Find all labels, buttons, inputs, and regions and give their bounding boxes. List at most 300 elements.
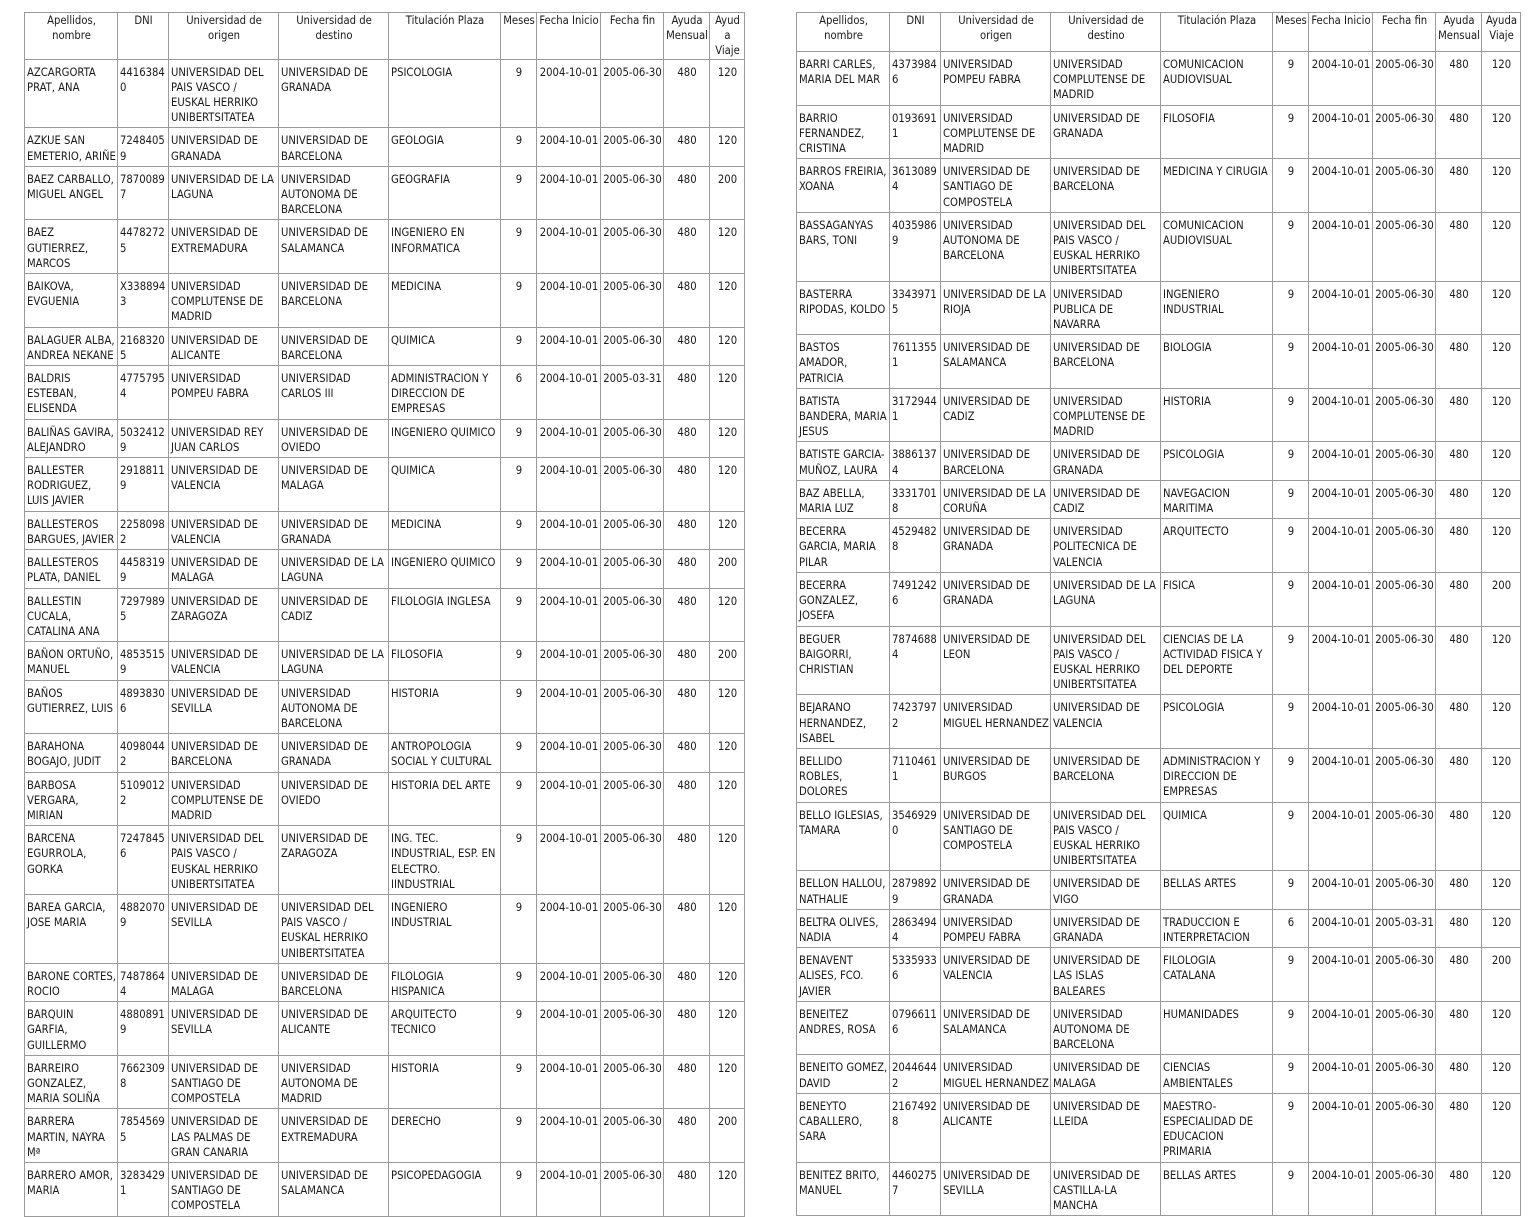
cell-degree: COMUNICACION AUDIOVISUAL: [1161, 212, 1273, 281]
cell-name: BARRIO FERNANDEZ, CRISTINA: [797, 105, 890, 159]
cell-dni: 72478456: [118, 826, 169, 895]
cell-end-date: 2005-06-30: [601, 511, 664, 549]
cell-degree: ADMINISTRACION Y DIRECCION DE EMPRESAS: [1161, 748, 1273, 802]
cell-degree: PSICOLOGIA: [389, 59, 501, 128]
cell-end-date: 2005-06-30: [601, 419, 664, 457]
table-row: [797, 519, 1521, 573]
header-origin-university: Universidad de origen: [169, 13, 279, 60]
cell-start-date: 2004-10-01: [1309, 1093, 1373, 1162]
table-row: [797, 1055, 1521, 1093]
cell-origin-university: UNIVERSIDAD DE SANTIAGO DE COMPOSTELA: [941, 802, 1051, 871]
cell-destination-university: UNIVERSIDAD DE VALENCIA: [1051, 695, 1161, 749]
cell-months: 9: [501, 588, 537, 642]
cell-end-date: 2005-06-30: [601, 772, 664, 826]
cell-monthly-aid: 480: [1436, 871, 1482, 909]
table-row: [797, 388, 1521, 442]
cell-name: BAREA GARCIA, JOSE MARIA: [25, 894, 118, 963]
header-travel-aid: Ayuda Viaje: [710, 13, 745, 60]
cell-monthly-aid: 480: [664, 642, 710, 680]
cell-travel-aid: 120: [1482, 871, 1521, 909]
cell-name: BARQUIN GARFIA, GUILLERMO: [25, 1002, 118, 1056]
table-row: [25, 642, 745, 680]
cell-travel-aid: 120: [1482, 519, 1521, 573]
cell-name: BENEITEZ ANDRES, ROSA: [797, 1001, 890, 1055]
cell-start-date: 2004-10-01: [1309, 281, 1373, 335]
cell-months: 9: [1273, 519, 1309, 573]
cell-travel-aid: 120: [1482, 1055, 1521, 1093]
cell-start-date: 2004-10-01: [537, 588, 601, 642]
cell-destination-university: UNIVERSIDAD DE MALAGA: [279, 458, 389, 512]
table-row: [797, 626, 1521, 695]
cell-travel-aid: 120: [1482, 335, 1521, 389]
cell-name: BECERRA GARCIA, MARIA PILAR: [797, 519, 890, 573]
table-row: [25, 511, 745, 549]
cell-start-date: 2004-10-01: [1309, 572, 1373, 626]
cell-start-date: 2004-10-01: [1309, 948, 1373, 1002]
cell-monthly-aid: 480: [1436, 52, 1482, 106]
cell-end-date: 2005-06-30: [601, 642, 664, 680]
cell-name: BALLESTEROS PLATA, DANIEL: [25, 550, 118, 588]
cell-destination-university: UNIVERSIDAD DE BARCELONA: [279, 128, 389, 166]
header-name: Apellidos, nombre: [25, 13, 118, 60]
cell-degree: GEOLOGIA: [389, 128, 501, 166]
cell-degree: PSICOLOGIA: [1161, 442, 1273, 480]
cell-name: BALDRIS ESTEBAN, ELISENDA: [25, 366, 118, 420]
cell-monthly-aid: 480: [664, 772, 710, 826]
cell-end-date: 2005-06-30: [1373, 572, 1436, 626]
cell-monthly-aid: 480: [1436, 1093, 1482, 1162]
cell-monthly-aid: 480: [1436, 748, 1482, 802]
cell-monthly-aid: 480: [1436, 442, 1482, 480]
cell-name: BASTOS AMADOR, PATRICIA: [797, 335, 890, 389]
cell-name: BAEZ CARBALLO, MIGUEL ANGEL: [25, 166, 118, 220]
cell-name: BARAHONA BOGAJO, JUDIT: [25, 734, 118, 772]
table-row: [797, 281, 1521, 335]
cell-origin-university: UNIVERSIDAD COMPLUTENSE DE MADRID: [941, 105, 1051, 159]
cell-end-date: 2005-06-30: [601, 1002, 664, 1056]
cell-start-date: 2004-10-01: [1309, 52, 1373, 106]
cell-name: BEJARANO HERNANDEZ, ISABEL: [797, 695, 890, 749]
cell-degree: QUIMICA: [389, 327, 501, 365]
cell-months: 9: [1273, 1055, 1309, 1093]
cell-end-date: 2005-06-30: [601, 166, 664, 220]
cell-monthly-aid: 480: [664, 1109, 710, 1163]
cell-months: 9: [501, 458, 537, 512]
table-row: [797, 871, 1521, 909]
cell-travel-aid: 120: [710, 327, 745, 365]
cell-dni: 44602757: [890, 1162, 941, 1216]
cell-origin-university: UNIVERSIDAD POMPEU FABRA: [941, 52, 1051, 106]
cell-travel-aid: 120: [1482, 802, 1521, 871]
cell-destination-university: UNIVERSIDAD DE LA LAGUNA: [279, 642, 389, 680]
cell-monthly-aid: 480: [1436, 909, 1482, 947]
header-start-date: Fecha Inicio: [1309, 13, 1373, 52]
cell-dni: 45294828: [890, 519, 941, 573]
cell-destination-university: UNIVERSIDAD POLITECNICA DE VALENCIA: [1051, 519, 1161, 573]
header-travel-aid: Ayuda Viaje: [1482, 13, 1521, 52]
cell-start-date: 2004-10-01: [537, 550, 601, 588]
cell-months: 9: [501, 894, 537, 963]
cell-start-date: 2004-10-01: [537, 772, 601, 826]
cell-start-date: 2004-10-01: [1309, 480, 1373, 518]
table-row: [25, 220, 745, 274]
cell-origin-university: UNIVERSIDAD COMPLUTENSE DE MADRID: [169, 772, 279, 826]
cell-dni: 72484059: [118, 128, 169, 166]
cell-monthly-aid: 480: [664, 680, 710, 734]
cell-dni: 33317018: [890, 480, 941, 518]
cell-start-date: 2004-10-01: [1309, 1001, 1373, 1055]
cell-dni: 72979895: [118, 588, 169, 642]
cell-degree: ING. TEC. INDUSTRIAL, ESP. EN ELECTRO. IINDUSTRIAL: [389, 826, 501, 895]
cell-start-date: 2004-10-01: [1309, 626, 1373, 695]
cell-destination-university: UNIVERSIDAD COMPLUTENSE DE MADRID: [1051, 52, 1161, 106]
cell-destination-university: UNIVERSIDAD DE GRANADA: [1051, 105, 1161, 159]
cell-name: BELLIDO ROBLES, DOLORES: [797, 748, 890, 802]
cell-dni: 32834291: [118, 1163, 169, 1217]
cell-origin-university: UNIVERSIDAD DE VALENCIA: [169, 458, 279, 512]
cell-monthly-aid: 480: [664, 1002, 710, 1056]
cell-degree: FILOSOFIA: [389, 642, 501, 680]
cell-name: BENITEZ BRITO, MANUEL: [797, 1162, 890, 1216]
cell-months: 9: [501, 274, 537, 328]
cell-end-date: 2005-06-30: [601, 1163, 664, 1217]
cell-name: BEGUER BAIGORRI, CHRISTIAN: [797, 626, 890, 695]
cell-origin-university: UNIVERSIDAD DE GRANADA: [941, 871, 1051, 909]
cell-start-date: 2004-10-01: [537, 1109, 601, 1163]
cell-end-date: 2005-06-30: [601, 220, 664, 274]
cell-start-date: 2004-10-01: [537, 128, 601, 166]
cell-name: BAZ ABELLA, MARIA LUZ: [797, 480, 890, 518]
cell-months: 9: [501, 59, 537, 128]
cell-name: BAEZ GUTIERREZ, MARCOS: [25, 220, 118, 274]
table-row: [25, 366, 745, 420]
cell-travel-aid: 120: [710, 366, 745, 420]
cell-origin-university: UNIVERSIDAD DE BARCELONA: [941, 442, 1051, 480]
cell-degree: MEDICINA: [389, 511, 501, 549]
cell-dni: 78746884: [890, 626, 941, 695]
cell-destination-university: UNIVERSIDAD DEL PAIS VASCO / EUSKAL HERRIKO UNIBERTSITATEA: [1051, 626, 1161, 695]
cell-dni: X3388943: [118, 274, 169, 328]
cell-degree: COMUNICACION AUDIOVISUAL: [1161, 52, 1273, 106]
cell-name: BALLESTIN CUCALA, CATALINA ANA: [25, 588, 118, 642]
cell-degree: BIOLOGIA: [1161, 335, 1273, 389]
cell-origin-university: UNIVERSIDAD DE CADIZ: [941, 388, 1051, 442]
cell-destination-university: UNIVERSIDAD DE MALAGA: [1051, 1055, 1161, 1093]
cell-dni: 40980442: [118, 734, 169, 772]
cell-origin-university: UNIVERSIDAD DE SEVILLA: [169, 894, 279, 963]
header-dni: DNI: [118, 13, 169, 60]
cell-travel-aid: 120: [710, 1055, 745, 1109]
cell-dni: 07966116: [890, 1001, 941, 1055]
cell-destination-university: UNIVERSIDAD COMPLUTENSE DE MADRID: [1051, 388, 1161, 442]
cell-travel-aid: 120: [710, 963, 745, 1001]
cell-dni: 29188119: [118, 458, 169, 512]
cell-start-date: 2004-10-01: [1309, 871, 1373, 909]
cell-origin-university: UNIVERSIDAD DE GRANADA: [941, 572, 1051, 626]
cell-destination-university: UNIVERSIDAD DE BARCELONA: [1051, 159, 1161, 213]
cell-travel-aid: 120: [710, 734, 745, 772]
cell-months: 9: [501, 220, 537, 274]
cell-end-date: 2005-06-30: [601, 894, 664, 963]
cell-destination-university: UNIVERSIDAD DE OVIEDO: [279, 772, 389, 826]
cell-travel-aid: 120: [1482, 626, 1521, 695]
cell-end-date: 2005-06-30: [1373, 1001, 1436, 1055]
cell-months: 9: [1273, 802, 1309, 871]
cell-dni: 44583199: [118, 550, 169, 588]
cell-end-date: 2005-06-30: [1373, 1162, 1436, 1216]
cell-travel-aid: 120: [1482, 748, 1521, 802]
cell-dni: 78700897: [118, 166, 169, 220]
cell-name: BECERRA GONZALEZ, JOSEFA: [797, 572, 890, 626]
cell-dni: 38861374: [890, 442, 941, 480]
table-row: [797, 948, 1521, 1002]
cell-start-date: 2004-10-01: [537, 511, 601, 549]
cell-destination-university: UNIVERSIDAD DE BARCELONA: [279, 963, 389, 1001]
cell-monthly-aid: 480: [664, 220, 710, 274]
cell-end-date: 2005-06-30: [1373, 335, 1436, 389]
cell-monthly-aid: 480: [664, 1163, 710, 1217]
cell-degree: ANTROPOLOGIA SOCIAL Y CULTURAL: [389, 734, 501, 772]
cell-name: BALLESTEROS BARGUES, JAVIER: [25, 511, 118, 549]
header-dni: DNI: [890, 13, 941, 52]
cell-monthly-aid: 480: [664, 366, 710, 420]
cell-dni: 76113551: [890, 335, 941, 389]
cell-start-date: 2004-10-01: [537, 59, 601, 128]
cell-end-date: 2005-06-30: [1373, 281, 1436, 335]
cell-dni: 01936911: [890, 105, 941, 159]
cell-end-date: 2005-06-30: [601, 274, 664, 328]
cell-start-date: 2004-10-01: [1309, 442, 1373, 480]
table-row: [25, 128, 745, 166]
cell-name: BARRERA MARTIN, NAYRA Mª: [25, 1109, 118, 1163]
cell-monthly-aid: 480: [664, 511, 710, 549]
cell-monthly-aid: 480: [1436, 1001, 1482, 1055]
cell-months: 9: [1273, 442, 1309, 480]
cell-name: BELLO IGLESIAS, TAMARA: [797, 802, 890, 871]
cell-start-date: 2004-10-01: [537, 419, 601, 457]
cell-degree: MEDICINA Y CIRUGIA: [1161, 159, 1273, 213]
cell-destination-university: UNIVERSIDAD PUBLICA DE NAVARRA: [1051, 281, 1161, 335]
cell-monthly-aid: 480: [664, 419, 710, 457]
table-row: [25, 1163, 745, 1217]
table-row: [797, 159, 1521, 213]
cell-months: 9: [501, 680, 537, 734]
cell-travel-aid: 120: [710, 274, 745, 328]
cell-end-date: 2005-06-30: [601, 458, 664, 512]
cell-degree: FILOLOGIA CATALANA: [1161, 948, 1273, 1002]
cell-origin-university: UNIVERSIDAD DE GRANADA: [169, 128, 279, 166]
cell-end-date: 2005-06-30: [1373, 871, 1436, 909]
cell-degree: DERECHO: [389, 1109, 501, 1163]
cell-end-date: 2005-06-30: [601, 59, 664, 128]
cell-travel-aid: 120: [710, 59, 745, 128]
cell-origin-university: UNIVERSIDAD DE MALAGA: [169, 963, 279, 1001]
cell-start-date: 2004-10-01: [1309, 335, 1373, 389]
cell-name: BARONE CORTES, ROCIO: [25, 963, 118, 1001]
cell-dni: 31729441: [890, 388, 941, 442]
cell-travel-aid: 120: [710, 458, 745, 512]
cell-destination-university: UNIVERSIDAD DE ALICANTE: [279, 1002, 389, 1056]
cell-end-date: 2005-06-30: [601, 327, 664, 365]
cell-months: 9: [1273, 748, 1309, 802]
cell-destination-university: UNIVERSIDAD DE CASTILLA-LA MANCHA: [1051, 1162, 1161, 1216]
cell-name: BASSAGANYAS BARS, TONI: [797, 212, 890, 281]
cell-travel-aid: 120: [1482, 695, 1521, 749]
cell-months: 9: [1273, 335, 1309, 389]
cell-origin-university: UNIVERSIDAD DE ZARAGOZA: [169, 588, 279, 642]
cell-destination-university: UNIVERSIDAD DE LA LAGUNA: [1051, 572, 1161, 626]
cell-months: 9: [1273, 1093, 1309, 1162]
cell-monthly-aid: 480: [1436, 1055, 1482, 1093]
cell-name: BAIKOVA, EVGUENIA: [25, 274, 118, 328]
cell-name: BAÑON ORTUÑO, MANUEL: [25, 642, 118, 680]
cell-end-date: 2005-06-30: [601, 1055, 664, 1109]
cell-travel-aid: 120: [1482, 442, 1521, 480]
cell-degree: PSICOPEDAGOGIA: [389, 1163, 501, 1217]
cell-months: 9: [1273, 1162, 1309, 1216]
cell-dni: 76623098: [118, 1055, 169, 1109]
cell-destination-university: UNIVERSIDAD DE GRANADA: [1051, 909, 1161, 947]
cell-monthly-aid: 480: [664, 327, 710, 365]
cell-monthly-aid: 480: [1436, 572, 1482, 626]
cell-monthly-aid: 480: [1436, 212, 1482, 281]
cell-degree: PSICOLOGIA: [1161, 695, 1273, 749]
cell-travel-aid: 120: [710, 772, 745, 826]
grant-table-left: [24, 12, 745, 1217]
table-row: [797, 442, 1521, 480]
table-row: [25, 419, 745, 457]
cell-monthly-aid: 480: [1436, 281, 1482, 335]
cell-start-date: 2004-10-01: [537, 894, 601, 963]
cell-months: 9: [1273, 948, 1309, 1002]
cell-dni: 71104611: [890, 748, 941, 802]
table-row: [25, 588, 745, 642]
cell-travel-aid: 200: [1482, 948, 1521, 1002]
cell-name: BATISTA BANDERA, MARIA JESUS: [797, 388, 890, 442]
cell-travel-aid: 120: [1482, 480, 1521, 518]
header-months: Meses: [501, 13, 537, 60]
cell-dni: 21683205: [118, 327, 169, 365]
cell-destination-university: UNIVERSIDAD DE OVIEDO: [279, 419, 389, 457]
cell-months: 9: [501, 419, 537, 457]
left-table-page: [24, 12, 744, 1217]
cell-origin-university: UNIVERSIDAD POMPEU FABRA: [941, 909, 1051, 947]
cell-dni: 44163840: [118, 59, 169, 128]
cell-degree: MAESTRO-ESPECIALIDAD DE EDUCACION PRIMARIA: [1161, 1093, 1273, 1162]
cell-monthly-aid: 480: [1436, 1162, 1482, 1216]
cell-monthly-aid: 480: [664, 1055, 710, 1109]
cell-degree: TRADUCCION E INTERPRETACION: [1161, 909, 1273, 947]
cell-travel-aid: 120: [710, 511, 745, 549]
cell-destination-university: UNIVERSIDAD DE LAS ISLAS BALEARES: [1051, 948, 1161, 1002]
cell-monthly-aid: 480: [1436, 626, 1482, 695]
cell-degree: ADMINISTRACION Y DIRECCION DE EMPRESAS: [389, 366, 501, 420]
cell-monthly-aid: 480: [1436, 105, 1482, 159]
header-months: Meses: [1273, 13, 1309, 52]
cell-end-date: 2005-06-30: [1373, 748, 1436, 802]
cell-dni: 40359869: [890, 212, 941, 281]
cell-end-date: 2005-06-30: [1373, 519, 1436, 573]
cell-dni: 48535159: [118, 642, 169, 680]
table-row: [797, 212, 1521, 281]
cell-origin-university: UNIVERSIDAD DE ALICANTE: [169, 327, 279, 365]
cell-months: 9: [501, 550, 537, 588]
cell-degree: QUIMICA: [389, 458, 501, 512]
cell-dni: 35469290: [890, 802, 941, 871]
cell-months: 9: [501, 734, 537, 772]
cell-months: 9: [501, 1055, 537, 1109]
cell-travel-aid: 200: [710, 1109, 745, 1163]
cell-origin-university: UNIVERSIDAD DE SANTIAGO DE COMPOSTELA: [169, 1163, 279, 1217]
cell-name: BALLESTER RODRIGUEZ, LUIS JAVIER: [25, 458, 118, 512]
cell-origin-university: UNIVERSIDAD AUTONOMA DE BARCELONA: [941, 212, 1051, 281]
cell-degree: INGENIERO INDUSTRIAL: [389, 894, 501, 963]
cell-travel-aid: 120: [710, 419, 745, 457]
cell-travel-aid: 120: [1482, 52, 1521, 106]
cell-name: BARROS FREIRIA, XOANA: [797, 159, 890, 213]
cell-name: BARRERO AMOR, MARIA: [25, 1163, 118, 1217]
cell-travel-aid: 120: [1482, 105, 1521, 159]
cell-origin-university: UNIVERSIDAD DE VALENCIA: [169, 511, 279, 549]
header-origin-university: Universidad de origen: [941, 13, 1051, 52]
cell-end-date: 2005-06-30: [601, 680, 664, 734]
cell-start-date: 2004-10-01: [537, 642, 601, 680]
table-row: [25, 826, 745, 895]
cell-start-date: 2004-10-01: [537, 1002, 601, 1056]
cell-end-date: 2005-03-31: [1373, 909, 1436, 947]
cell-name: BARCENA EGURROLA, GORKA: [25, 826, 118, 895]
cell-monthly-aid: 480: [1436, 695, 1482, 749]
cell-months: 9: [1273, 695, 1309, 749]
cell-months: 6: [1273, 909, 1309, 947]
header-monthly-aid: Ayuda Mensual: [664, 13, 710, 60]
cell-degree: FILOLOGIA INGLESA: [389, 588, 501, 642]
cell-origin-university: UNIVERSIDAD POMPEU FABRA: [169, 366, 279, 420]
cell-start-date: 2004-10-01: [1309, 388, 1373, 442]
table-row: [25, 274, 745, 328]
cell-degree: FILOLOGIA HISPANICA: [389, 963, 501, 1001]
cell-monthly-aid: 480: [1436, 802, 1482, 871]
cell-dni: 48938306: [118, 680, 169, 734]
cell-dni: 47757954: [118, 366, 169, 420]
cell-destination-university: UNIVERSIDAD DE ZARAGOZA: [279, 826, 389, 895]
cell-travel-aid: 200: [710, 550, 745, 588]
grant-table-right: [796, 12, 1521, 1216]
cell-destination-university: UNIVERSIDAD DE BARCELONA: [1051, 335, 1161, 389]
cell-travel-aid: 120: [710, 588, 745, 642]
cell-origin-university: UNIVERSIDAD DE GRANADA: [941, 519, 1051, 573]
cell-degree: QUIMICA: [1161, 802, 1273, 871]
cell-months: 9: [1273, 212, 1309, 281]
cell-months: 9: [501, 826, 537, 895]
cell-origin-university: UNIVERSIDAD DE LAS PALMAS DE GRAN CANARIA: [169, 1109, 279, 1163]
cell-destination-university: UNIVERSIDAD AUTONOMA DE BARCELONA: [1051, 1001, 1161, 1055]
cell-degree: INGENIERO INDUSTRIAL: [1161, 281, 1273, 335]
cell-destination-university: UNIVERSIDAD AUTONOMA DE BARCELONA: [279, 680, 389, 734]
cell-degree: HISTORIA: [1161, 388, 1273, 442]
cell-origin-university: UNIVERSIDAD DE SANTIAGO DE COMPOSTELA: [941, 159, 1051, 213]
cell-start-date: 2004-10-01: [1309, 519, 1373, 573]
cell-origin-university: UNIVERSIDAD DEL PAIS VASCO / EUSKAL HERRIKO UNIBERTSITATEA: [169, 59, 279, 128]
cell-travel-aid: 120: [1482, 212, 1521, 281]
cell-dni: 74912426: [890, 572, 941, 626]
cell-degree: BELLAS ARTES: [1161, 1162, 1273, 1216]
cell-dni: 74878644: [118, 963, 169, 1001]
cell-dni: 28634944: [890, 909, 941, 947]
header-degree: Titulación Plaza: [389, 13, 501, 60]
cell-destination-university: UNIVERSIDAD DE GRANADA: [279, 59, 389, 128]
cell-travel-aid: 120: [710, 128, 745, 166]
